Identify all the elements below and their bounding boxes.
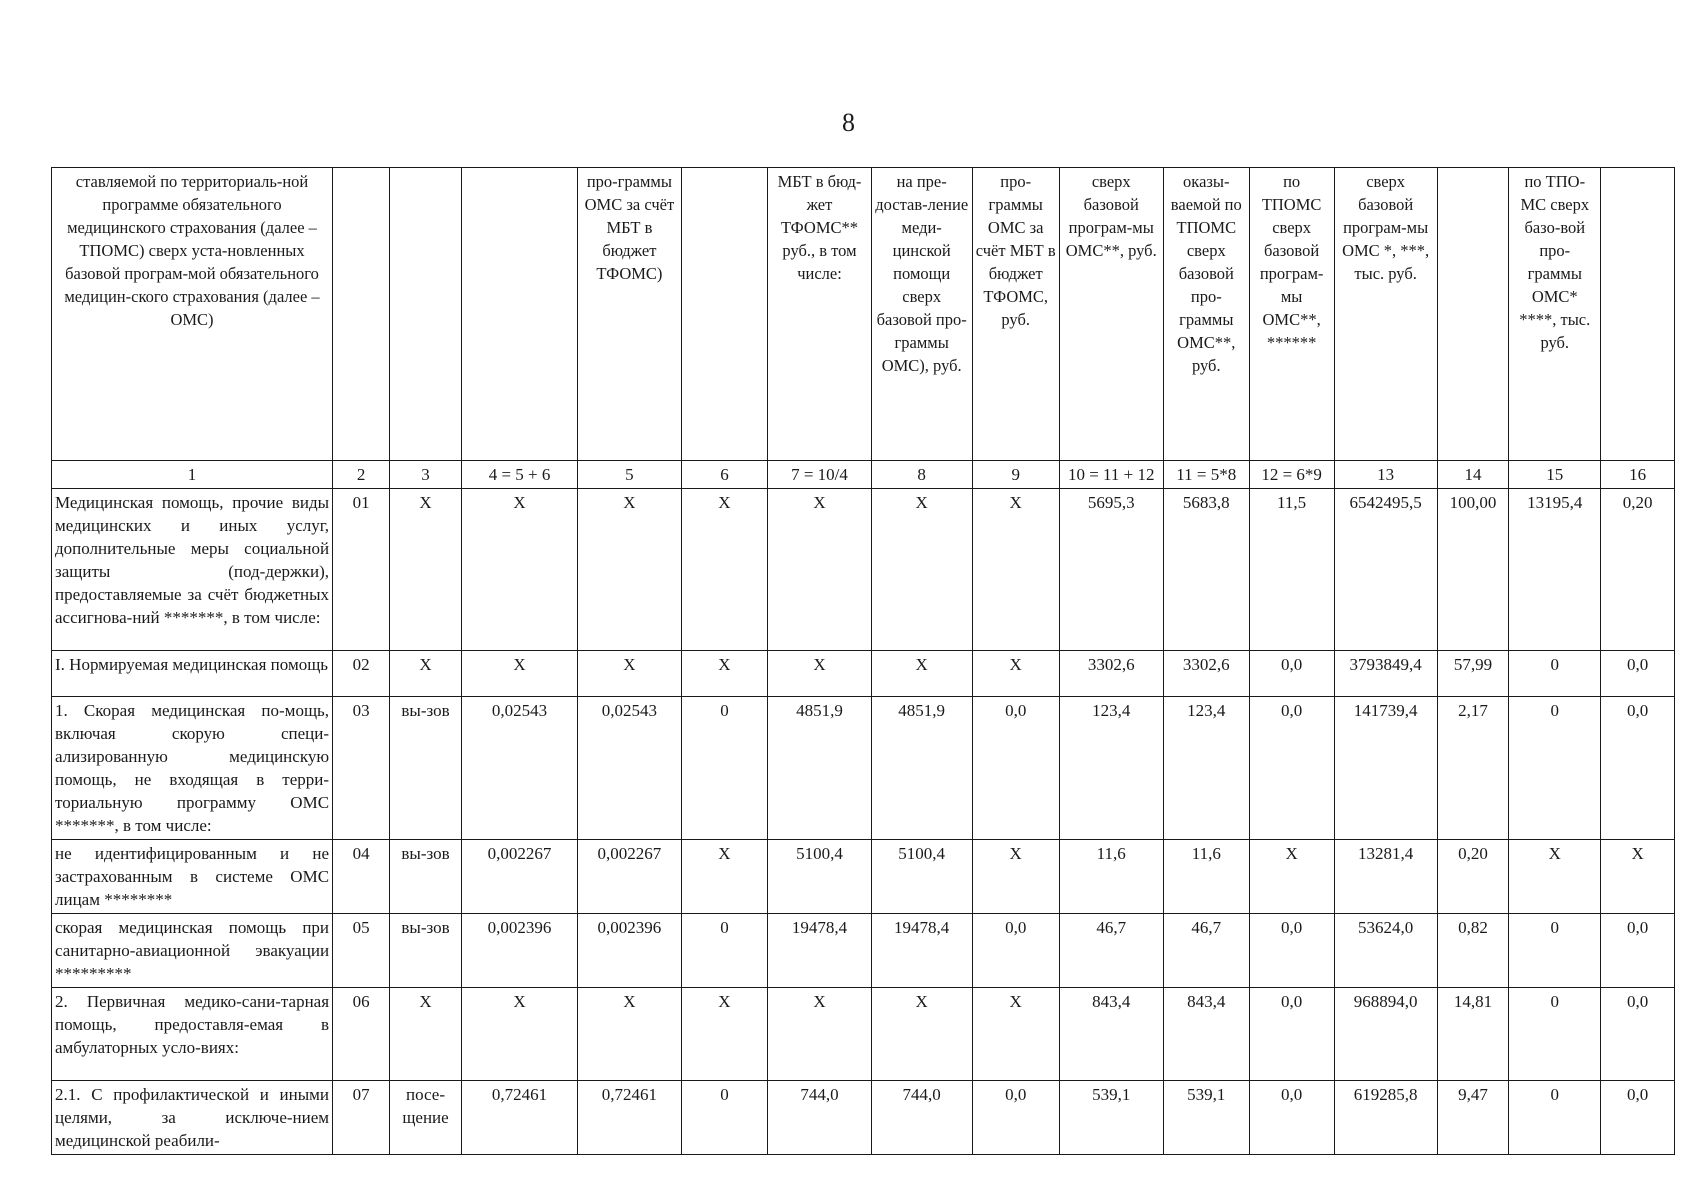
data-cell: 100,00 — [1437, 489, 1509, 651]
data-cell: 5100,4 — [768, 840, 871, 914]
row-description: 2. Первичная медико-сани-тарная помощь, предоставля-емая в амбулаторных усло-виях: — [52, 988, 333, 1081]
row-description: 2.1. С профилактической и иными целями, за исключе-нием медицинской реабили- — [52, 1081, 333, 1155]
data-cell: 539,1 — [1163, 1081, 1249, 1155]
column-number: 11 = 5*8 — [1163, 461, 1249, 489]
data-cell: 13281,4 — [1334, 840, 1437, 914]
column-number: 10 = 11 + 12 — [1059, 461, 1163, 489]
column-number: 4 = 5 + 6 — [461, 461, 578, 489]
column-number: 7 = 10/4 — [768, 461, 871, 489]
data-cell: 0 — [681, 914, 768, 988]
data-cell: 4851,9 — [768, 697, 871, 840]
row-code: 06 — [333, 988, 390, 1081]
data-cell: 11,6 — [1059, 840, 1163, 914]
data-cell: 6542495,5 — [1334, 489, 1437, 651]
data-cell: 19478,4 — [768, 914, 871, 988]
header-cell-9: про-граммы ОМС за счёт МБТ в бюджет ТФОМС, руб. — [972, 168, 1059, 461]
unit-cell: вы-зов — [390, 914, 462, 988]
data-cell: 0,0 — [1249, 697, 1334, 840]
header-cell-3 — [390, 168, 462, 461]
row-code: 03 — [333, 697, 390, 840]
unit-cell: X — [390, 651, 462, 697]
data-cell: 0 — [681, 697, 768, 840]
data-cell: 0,0 — [1601, 1081, 1675, 1155]
data-cell: 0,0 — [1249, 914, 1334, 988]
row-description: Медицинская помощь, прочие виды медицинских и иных услуг, дополнительные меры социальной защиты (под-держки), предоставляемые за счёт бюджетных ассигнова-ний *******, в том числе: — [52, 489, 333, 651]
data-cell: X — [871, 988, 972, 1081]
data-cell: 0,0 — [972, 1081, 1059, 1155]
data-cell: X — [972, 840, 1059, 914]
data-cell: 123,4 — [1059, 697, 1163, 840]
data-cell: 0 — [1509, 1081, 1601, 1155]
data-cell: X — [1601, 840, 1675, 914]
column-number: 6 — [681, 461, 768, 489]
column-number: 8 — [871, 461, 972, 489]
unit-cell: X — [390, 988, 462, 1081]
row-description: 1. Скорая медицинская по-мощь, включая скорую специ-ализированную медицинскую помощь, не входящая в терри-ториальную программу ОМС *******, в том числе: — [52, 697, 333, 840]
data-cell: 46,7 — [1163, 914, 1249, 988]
column-number: 16 — [1601, 461, 1675, 489]
data-cell: 3302,6 — [1163, 651, 1249, 697]
data-cell: X — [768, 651, 871, 697]
unit-cell: вы-зов — [390, 697, 462, 840]
data-cell: 0 — [1509, 988, 1601, 1081]
column-number: 2 — [333, 461, 390, 489]
data-cell: 14,81 — [1437, 988, 1509, 1081]
data-cell: X — [461, 988, 578, 1081]
row-description: I. Нормируемая медицинская помощь — [52, 651, 333, 697]
header-cell-5: про-граммы ОМС за счёт МБТ в бюджет ТФОМС) — [578, 168, 681, 461]
column-number: 12 = 6*9 — [1249, 461, 1334, 489]
header-cell-11: оказы-ваемой по ТПОМС сверх базовой про-граммы ОМС**, руб. — [1163, 168, 1249, 461]
data-cell: X — [1249, 840, 1334, 914]
header-cell-6 — [681, 168, 768, 461]
data-cell: 0,0 — [1249, 1081, 1334, 1155]
table-row — [52, 489, 1675, 651]
table-row — [52, 697, 1675, 840]
data-cell: 11,5 — [1249, 489, 1334, 651]
data-table — [51, 167, 1675, 1155]
data-cell: X — [972, 988, 1059, 1081]
data-cell: 3302,6 — [1059, 651, 1163, 697]
data-cell: 0,0 — [972, 697, 1059, 840]
table-row — [52, 914, 1675, 988]
row-code: 01 — [333, 489, 390, 651]
table-row — [52, 1081, 1675, 1155]
data-cell: 13195,4 — [1509, 489, 1601, 651]
data-cell: 5695,3 — [1059, 489, 1163, 651]
table-row — [52, 988, 1675, 1081]
row-code: 02 — [333, 651, 390, 697]
data-cell: 53624,0 — [1334, 914, 1437, 988]
data-cell: 123,4 — [1163, 697, 1249, 840]
column-number: 14 — [1437, 461, 1509, 489]
unit-cell: вы-зов — [390, 840, 462, 914]
data-cell: X — [972, 651, 1059, 697]
data-cell: 5683,8 — [1163, 489, 1249, 651]
data-cell: 968894,0 — [1334, 988, 1437, 1081]
column-number: 1 — [52, 461, 333, 489]
data-cell: 0,0 — [1601, 914, 1675, 988]
data-cell: 0,02543 — [578, 697, 681, 840]
data-cell: 0,0 — [1249, 651, 1334, 697]
data-cell: X — [681, 489, 768, 651]
row-code: 05 — [333, 914, 390, 988]
row-description: не идентифицированным и не застрахованным в системе ОМС лицам ******** — [52, 840, 333, 914]
row-code: 07 — [333, 1081, 390, 1155]
data-cell: 0,0 — [1601, 651, 1675, 697]
data-cell: X — [681, 651, 768, 697]
unit-cell: посе-щение — [390, 1081, 462, 1155]
column-number: 3 — [390, 461, 462, 489]
data-cell: 0 — [1509, 697, 1601, 840]
data-cell: X — [681, 840, 768, 914]
data-cell: X — [681, 988, 768, 1081]
data-cell: 5100,4 — [871, 840, 972, 914]
column-number: 9 — [972, 461, 1059, 489]
header-cell-8: на пре-достав-ление меди-цинской помощи сверх базовой про-граммы ОМС), руб. — [871, 168, 972, 461]
data-cell: X — [578, 988, 681, 1081]
data-cell: 0,002267 — [461, 840, 578, 914]
column-number: 5 — [578, 461, 681, 489]
header-cell-1: ставляемой по территориаль-ной программе обязательного медицинского страхования (далее – ТПОМС) сверх уста-новленных базовой програм-мой обязательного медицин-ского страхования (далее – ОМС) — [52, 168, 333, 461]
header-cell-12: по ТПОМС сверх базовой програм-мы ОМС**, ****** — [1249, 168, 1334, 461]
data-cell: 744,0 — [768, 1081, 871, 1155]
data-cell: 0,20 — [1437, 840, 1509, 914]
header-cell-16 — [1601, 168, 1675, 461]
header-row — [52, 168, 1675, 461]
data-cell: 843,4 — [1059, 988, 1163, 1081]
header-cell-13: сверх базовой програм-мы ОМС *, ***, тыс. руб. — [1334, 168, 1437, 461]
header-cell-10: сверх базовой програм-мы ОМС**, руб. — [1059, 168, 1163, 461]
data-cell: 57,99 — [1437, 651, 1509, 697]
data-cell: 539,1 — [1059, 1081, 1163, 1155]
header-cell-15: по ТПО-МС сверх базо-вой про-граммы ОМС* ****, тыс. руб. — [1509, 168, 1601, 461]
data-cell: 619285,8 — [1334, 1081, 1437, 1155]
data-cell: 0 — [681, 1081, 768, 1155]
data-cell: 4851,9 — [871, 697, 972, 840]
data-cell: 0,20 — [1601, 489, 1675, 651]
column-number-row — [52, 461, 1675, 489]
data-cell: 46,7 — [1059, 914, 1163, 988]
data-cell: 0,0 — [1601, 988, 1675, 1081]
data-cell: X — [461, 489, 578, 651]
data-cell: 0,72461 — [461, 1081, 578, 1155]
data-cell: X — [461, 651, 578, 697]
data-cell: 0,82 — [1437, 914, 1509, 988]
header-cell-4 — [461, 168, 578, 461]
data-cell: X — [871, 651, 972, 697]
data-cell: 0 — [1509, 651, 1601, 697]
column-number: 13 — [1334, 461, 1437, 489]
data-cell: 0 — [1509, 914, 1601, 988]
data-cell: X — [578, 489, 681, 651]
data-cell: 0,72461 — [578, 1081, 681, 1155]
data-cell: 9,47 — [1437, 1081, 1509, 1155]
unit-cell: X — [390, 489, 462, 651]
page-number: 8 — [842, 108, 855, 137]
data-cell: X — [1509, 840, 1601, 914]
data-cell: 744,0 — [871, 1081, 972, 1155]
data-cell: 3793849,4 — [1334, 651, 1437, 697]
data-cell: X — [871, 489, 972, 651]
data-cell: 2,17 — [1437, 697, 1509, 840]
header-cell-7: МБТ в бюд-жет ТФОМС** руб., в том числе: — [768, 168, 871, 461]
data-cell: 0,0 — [1249, 988, 1334, 1081]
header-cell-2 — [333, 168, 390, 461]
column-number: 15 — [1509, 461, 1601, 489]
data-cell: 0,0 — [1601, 697, 1675, 840]
row-description: скорая медицинская помощь при санитарно-авиационной эвакуации ********* — [52, 914, 333, 988]
table-row — [52, 840, 1675, 914]
data-cell: 0,02543 — [461, 697, 578, 840]
data-cell: X — [578, 651, 681, 697]
header-cell-14 — [1437, 168, 1509, 461]
data-cell: X — [972, 489, 1059, 651]
data-cell: X — [768, 489, 871, 651]
data-cell: 0,0 — [972, 914, 1059, 988]
data-cell: X — [768, 988, 871, 1081]
data-cell: 0,002396 — [578, 914, 681, 988]
data-cell: 19478,4 — [871, 914, 972, 988]
table-row — [52, 651, 1675, 697]
data-cell: 843,4 — [1163, 988, 1249, 1081]
data-cell: 0,002267 — [578, 840, 681, 914]
row-code: 04 — [333, 840, 390, 914]
data-cell: 141739,4 — [1334, 697, 1437, 840]
data-cell: 11,6 — [1163, 840, 1249, 914]
data-cell: 0,002396 — [461, 914, 578, 988]
